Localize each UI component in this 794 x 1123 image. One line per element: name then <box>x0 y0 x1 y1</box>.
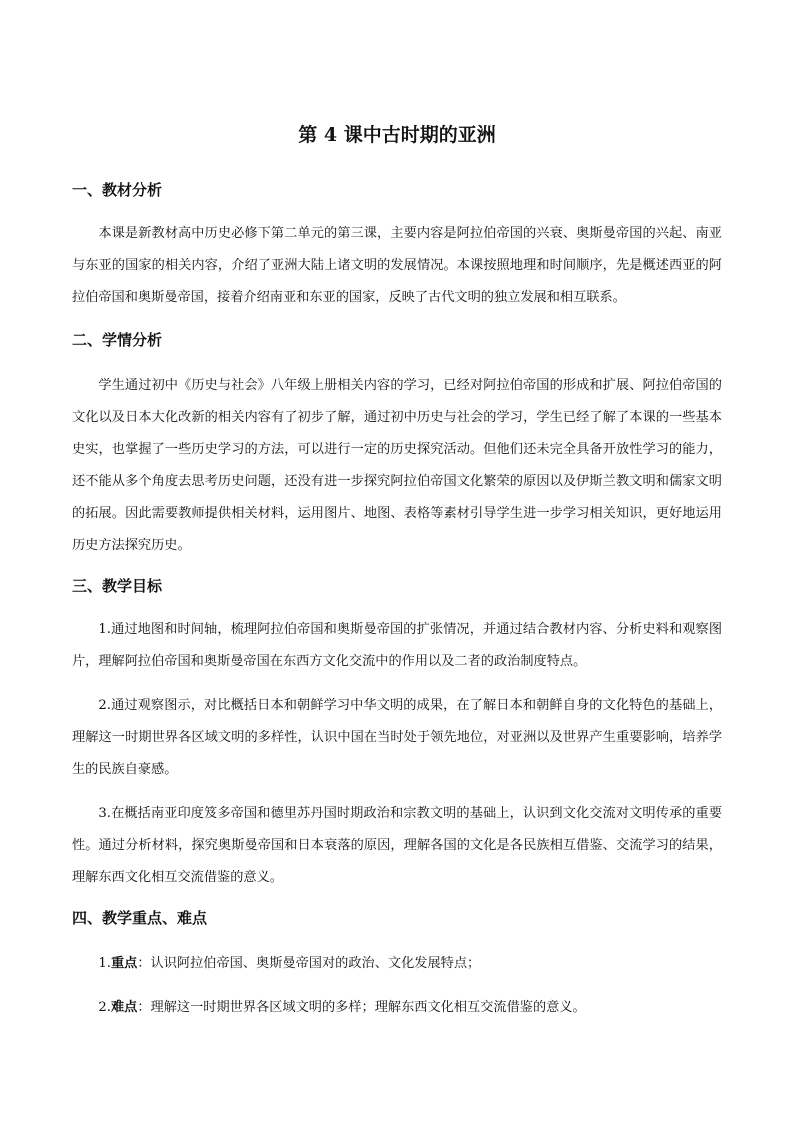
section-heading-teaching-goals: 三、教学目标 <box>72 577 163 595</box>
teaching-goal-3: 3.在概括南亚印度笈多帝国和德里苏丹国时期政治和宗教文明的基础上，认识到文化交流对文明传承的重要性。通过分析材料，探究奥斯曼帝国和日本衰落的原因，理解各国的文化是各民族相互借鉴、交流学习的结果，理解东西文化相互交流借鉴的意义。 <box>72 806 722 885</box>
teaching-goal-1: 1.通过地图和时间轴，梳理阿拉伯帝国和奥斯曼帝国的扩张情况，并通过结合教材内容、分析史料和观察图片，理解阿拉伯帝国和奥斯曼帝国在东西方文化交流中的作用以及二者的政治制度特点。 <box>72 622 722 669</box>
key-point-colon: ： <box>137 956 151 971</box>
teaching-goal-2: 2.通过观察图示，对比概括日本和朝鲜学习中华文明的成果，在了解日本和朝鲜自身的文化特色的基础上，理解这一时期世界各区域文明的多样性，认识中国在当时处于领先地位，对亚洲以及世界产生重要影响，培养学生的民族自豪感。 <box>72 698 722 777</box>
difficult-point-item <box>72 992 722 1024</box>
key-point-prefix: 1. <box>98 956 111 971</box>
difficult-point-label: 难点 <box>110 1000 138 1015</box>
section-paragraph-textbook-analysis: 本课是新教材高中历史必修下第二单元的第三课，主要内容是阿拉伯帝国的兴衰、奥斯曼帝国的兴起、南亚与东亚的国家的相关内容，介绍了亚洲大陆上诸文明的发展情况。本课按照地理和时间顺序，先是概述西亚的阿拉伯帝国和奥斯曼帝国，接着介绍南亚和东亚的国家，反映了古代文明的独立发展和相互联系。 <box>72 226 722 305</box>
section-heading-textbook-analysis: 一、教材分析 <box>72 181 163 199</box>
difficult-point-colon: ： <box>137 1000 151 1015</box>
section-heading-key-difficult-points: 四、教学重点、难点 <box>72 909 208 927</box>
section-heading-student-analysis: 二、学情分析 <box>72 331 163 349</box>
key-point-text: 认识阿拉伯帝国、奥斯曼帝国对的政治、文化发展特点； <box>150 956 481 971</box>
difficult-point-prefix: 2. <box>98 1000 111 1015</box>
key-point-label: 重点 <box>110 956 138 971</box>
difficult-point-text: 理解这一时期世界各区域文明的多样；理解东西文化相互交流借鉴的意义。 <box>150 1000 586 1015</box>
section-paragraph-student-analysis: 学生通过初中《历史与社会》八年级上册相关内容的学习，已经对阿拉伯帝国的形成和扩展、阿拉伯帝国的文化以及日本大化改新的相关内容有了初步了解，通过初中历史与社会的学习，学生已经了解了本课的一些基本史实，也掌握了一些历史学习的方法，可以进行一定的历史探究活动。但他们还未完全具备开放性学习的能力，还不能从多个角度去思考历史问题，还没有进一步探究阿拉伯帝国文化繁荣的原因以及伊斯兰教文明和儒家文明的拓展。因此需要教师提供相关材料，运用图片、地图、表格等素材引导学生进一步学习相关知识，更好地运用历史方法探究历史。 <box>72 378 722 553</box>
key-point-item <box>72 948 722 980</box>
document-title: 第 4 课中古时期的亚洲 <box>298 124 496 146</box>
